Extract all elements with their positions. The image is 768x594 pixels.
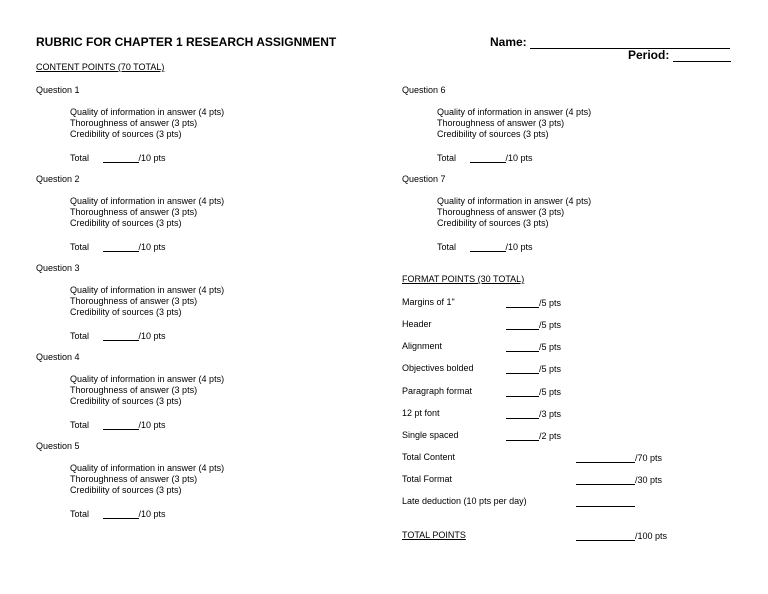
criteria-item: Credibility of sources (3 pts) bbox=[70, 307, 182, 317]
format-item-label: Objectives bolded bbox=[402, 363, 474, 373]
late-deduction-label: Late deduction (10 pts per day) bbox=[402, 496, 527, 506]
criteria-item: Credibility of sources (3 pts) bbox=[70, 129, 182, 139]
criteria-item: Quality of information in answer (4 pts) bbox=[437, 107, 592, 117]
score-blank[interactable] bbox=[506, 430, 539, 441]
content-points-heading: CONTENT POINTS (70 TOTAL) bbox=[36, 62, 165, 72]
criteria-item: Quality of information in answer (4 pts) bbox=[70, 463, 225, 473]
criteria-item: Quality of information in answer (4 pts) bbox=[437, 196, 592, 206]
criteria-list bbox=[70, 374, 224, 407]
total-format-score bbox=[576, 474, 662, 485]
total-row bbox=[70, 152, 166, 163]
score-blank[interactable] bbox=[506, 319, 539, 330]
criteria-item: Credibility of sources (3 pts) bbox=[437, 129, 549, 139]
criteria-item: Thoroughness of answer (3 pts) bbox=[70, 296, 198, 306]
period-field[interactable] bbox=[628, 48, 731, 62]
format-item-label: Alignment bbox=[402, 341, 443, 351]
total-row bbox=[70, 330, 166, 341]
format-points-heading: FORMAT POINTS (30 TOTAL) bbox=[402, 274, 525, 284]
criteria-list bbox=[437, 107, 591, 140]
question-label: Question 6 bbox=[402, 85, 446, 95]
criteria-list bbox=[70, 196, 224, 229]
format-item-score bbox=[506, 408, 561, 419]
late-deduction-score bbox=[576, 496, 635, 507]
criteria-item: Quality of information in answer (4 pts) bbox=[70, 107, 225, 117]
format-item-label: Margins of 1" bbox=[402, 297, 455, 307]
criteria-item: Thoroughness of answer (3 pts) bbox=[437, 207, 565, 217]
criteria-item: Quality of information in answer (4 pts) bbox=[70, 285, 225, 295]
period-label: Period: bbox=[628, 48, 670, 62]
score-blank[interactable] bbox=[506, 363, 539, 374]
total-label: Total bbox=[70, 153, 90, 163]
format-item-points: /5 pts bbox=[539, 364, 562, 374]
criteria-item: Credibility of sources (3 pts) bbox=[70, 485, 182, 495]
total-content-label: Total Content bbox=[402, 452, 456, 462]
criteria-item: Thoroughness of answer (3 pts) bbox=[70, 207, 198, 217]
total-row bbox=[70, 241, 166, 252]
total-suffix: /10 pts bbox=[138, 420, 166, 430]
criteria-item: Credibility of sources (3 pts) bbox=[437, 218, 549, 228]
score-blank[interactable] bbox=[506, 386, 539, 397]
total-suffix: /10 pts bbox=[138, 509, 166, 519]
criteria-list bbox=[70, 463, 224, 496]
name-label: Name: bbox=[490, 35, 527, 49]
total-format-points: /30 pts bbox=[635, 475, 663, 485]
question-label: Question 3 bbox=[36, 263, 80, 273]
period-blank[interactable] bbox=[673, 49, 731, 62]
criteria-list bbox=[437, 196, 591, 229]
page-title: RUBRIC FOR CHAPTER 1 RESEARCH ASSIGNMENT bbox=[36, 35, 337, 49]
total-blank[interactable] bbox=[103, 419, 139, 430]
format-item-points: /5 pts bbox=[539, 320, 562, 330]
format-item-points: /5 pts bbox=[539, 342, 562, 352]
criteria-item: Thoroughness of answer (3 pts) bbox=[70, 474, 198, 484]
score-blank[interactable] bbox=[576, 530, 635, 541]
total-suffix: /10 pts bbox=[505, 242, 533, 252]
score-blank[interactable] bbox=[506, 341, 539, 352]
criteria-item: Quality of information in answer (4 pts) bbox=[70, 374, 225, 384]
score-blank[interactable] bbox=[576, 452, 635, 463]
format-item-label: 12 pt font bbox=[402, 408, 440, 418]
criteria-item: Thoroughness of answer (3 pts) bbox=[70, 385, 198, 395]
score-blank[interactable] bbox=[576, 474, 635, 485]
score-blank[interactable] bbox=[506, 408, 539, 419]
total-blank[interactable] bbox=[470, 152, 506, 163]
total-row bbox=[437, 241, 533, 252]
format-item-points: /2 pts bbox=[539, 431, 562, 441]
total-content-points: /70 pts bbox=[635, 453, 663, 463]
total-blank[interactable] bbox=[103, 152, 139, 163]
format-item-score bbox=[506, 386, 561, 397]
format-item-points: /5 pts bbox=[539, 387, 562, 397]
total-suffix: /10 pts bbox=[138, 153, 166, 163]
total-blank[interactable] bbox=[103, 330, 139, 341]
total-label: Total bbox=[70, 242, 90, 252]
total-label: Total bbox=[437, 242, 457, 252]
total-label: Total bbox=[70, 509, 90, 519]
format-item-score bbox=[506, 341, 561, 352]
format-item-score bbox=[506, 363, 561, 374]
total-row bbox=[437, 152, 533, 163]
total-row bbox=[70, 419, 166, 430]
name-field[interactable] bbox=[490, 35, 730, 49]
total-suffix: /10 pts bbox=[505, 153, 533, 163]
criteria-item: Credibility of sources (3 pts) bbox=[70, 396, 182, 406]
question-label: Question 2 bbox=[36, 174, 80, 184]
criteria-item: Quality of information in answer (4 pts) bbox=[70, 196, 225, 206]
total-format-label: Total Format bbox=[402, 474, 453, 484]
format-item-points: /5 pts bbox=[539, 298, 562, 308]
question-label: Question 1 bbox=[36, 85, 80, 95]
total-content-score bbox=[576, 452, 662, 463]
total-label: Total bbox=[70, 420, 90, 430]
criteria-list bbox=[70, 107, 224, 140]
total-blank[interactable] bbox=[470, 241, 506, 252]
total-suffix: /10 pts bbox=[138, 242, 166, 252]
question-label: Question 7 bbox=[402, 174, 446, 184]
criteria-item: Credibility of sources (3 pts) bbox=[70, 218, 182, 228]
score-blank[interactable] bbox=[576, 496, 635, 507]
total-label: Total bbox=[70, 331, 90, 341]
format-item-label: Header bbox=[402, 319, 432, 329]
total-blank[interactable] bbox=[103, 241, 139, 252]
question-label: Question 4 bbox=[36, 352, 80, 362]
format-item-score bbox=[506, 297, 561, 308]
total-suffix: /10 pts bbox=[138, 331, 166, 341]
format-item-score bbox=[506, 319, 561, 330]
criteria-list bbox=[70, 285, 224, 318]
total-blank[interactable] bbox=[103, 508, 139, 519]
format-item-label: Single spaced bbox=[402, 430, 459, 440]
criteria-item: Thoroughness of answer (3 pts) bbox=[70, 118, 198, 128]
score-blank[interactable] bbox=[506, 297, 539, 308]
question-label: Question 5 bbox=[36, 441, 80, 451]
total-row bbox=[70, 508, 166, 519]
criteria-item: Thoroughness of answer (3 pts) bbox=[437, 118, 565, 128]
format-item-points: /3 pts bbox=[539, 409, 562, 419]
total-points-score bbox=[576, 530, 667, 541]
total-label: Total bbox=[437, 153, 457, 163]
format-item-score bbox=[506, 430, 561, 441]
total-points-value: /100 pts bbox=[635, 531, 668, 541]
format-item-label: Paragraph format bbox=[402, 386, 473, 396]
total-points-label: TOTAL POINTS bbox=[402, 530, 466, 540]
